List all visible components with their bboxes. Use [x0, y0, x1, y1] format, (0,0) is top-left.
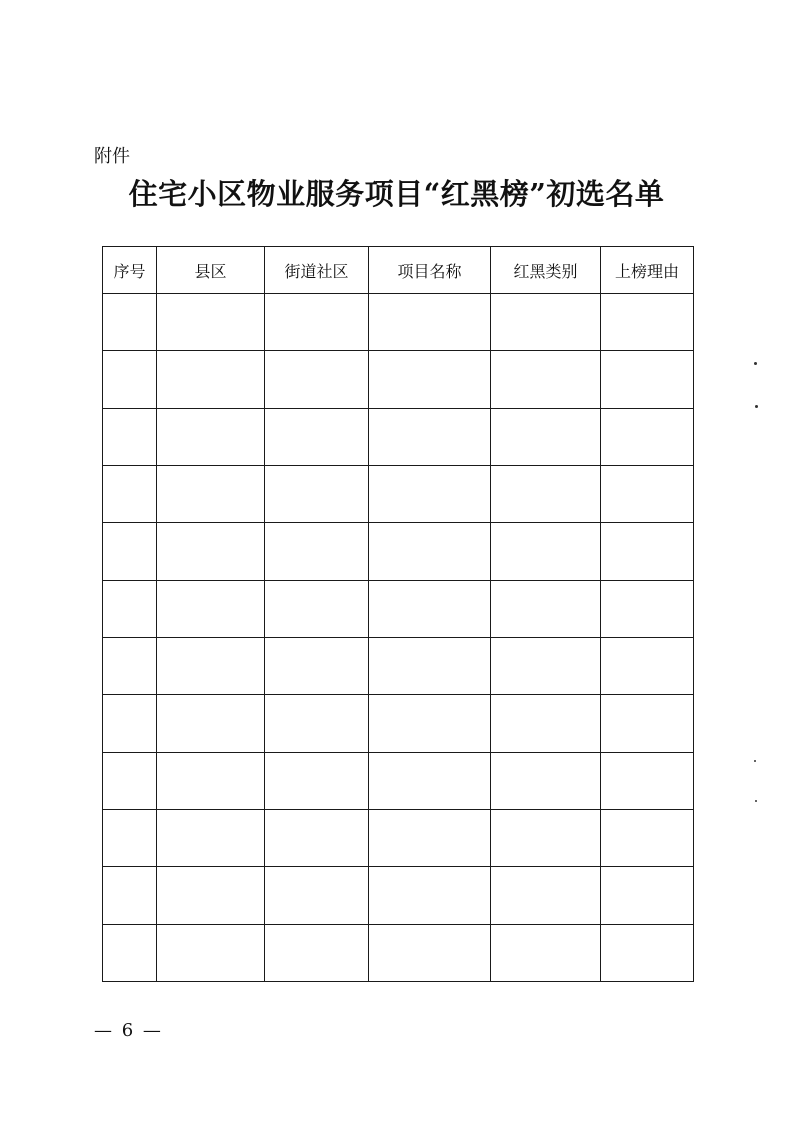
table-cell	[265, 580, 369, 637]
table-cell	[265, 637, 369, 694]
table-cell	[265, 465, 369, 522]
table-row	[103, 294, 694, 351]
table-cell	[601, 695, 694, 752]
table-cell	[265, 867, 369, 924]
table-cell	[265, 523, 369, 580]
table-cell	[369, 809, 491, 866]
table-cell	[369, 695, 491, 752]
table-row	[103, 351, 694, 408]
table-row	[103, 752, 694, 809]
table-cell	[103, 351, 157, 408]
attachment-label: 附件	[94, 146, 130, 167]
table-cell	[103, 867, 157, 924]
table-cell	[265, 408, 369, 465]
column-header: 红黑类别	[491, 247, 601, 294]
table-cell	[157, 809, 265, 866]
table-cell	[601, 523, 694, 580]
table-cell	[601, 294, 694, 351]
table-cell	[265, 695, 369, 752]
table-cell	[601, 867, 694, 924]
table-cell	[369, 924, 491, 981]
table-cell	[157, 637, 265, 694]
table-row	[103, 580, 694, 637]
table-cell	[601, 924, 694, 981]
table-row	[103, 809, 694, 866]
table-cell	[103, 924, 157, 981]
table-cell	[601, 637, 694, 694]
table-cell	[103, 465, 157, 522]
table-header-row	[103, 247, 694, 294]
scan-speck	[754, 362, 757, 365]
table-cell	[369, 523, 491, 580]
table-row	[103, 867, 694, 924]
table-row	[103, 924, 694, 981]
table-cell	[103, 580, 157, 637]
table-cell	[491, 465, 601, 522]
table-cell	[103, 695, 157, 752]
table-cell	[369, 752, 491, 809]
scan-speck	[755, 800, 757, 802]
table-cell	[369, 294, 491, 351]
table-cell	[491, 523, 601, 580]
table-cell	[491, 580, 601, 637]
table-cell	[491, 695, 601, 752]
table-cell	[369, 637, 491, 694]
candidate-list-table	[102, 246, 694, 982]
table-row	[103, 408, 694, 465]
table-cell	[103, 408, 157, 465]
table-body	[103, 294, 694, 982]
table-cell	[265, 752, 369, 809]
table-cell	[157, 523, 265, 580]
table-cell	[491, 294, 601, 351]
table-cell	[601, 580, 694, 637]
table-row	[103, 695, 694, 752]
table-cell	[157, 924, 265, 981]
table-cell	[369, 580, 491, 637]
table-cell	[157, 580, 265, 637]
table-cell	[491, 924, 601, 981]
table-cell	[491, 867, 601, 924]
page-number: — 6 —	[94, 1020, 163, 1041]
table-cell	[103, 294, 157, 351]
table-cell	[103, 752, 157, 809]
table-cell	[601, 809, 694, 866]
table-cell	[601, 465, 694, 522]
table-cell	[369, 351, 491, 408]
table-cell	[157, 465, 265, 522]
table-cell	[103, 809, 157, 866]
table-cell	[157, 867, 265, 924]
table-cell	[601, 752, 694, 809]
table-cell	[369, 867, 491, 924]
table-cell	[157, 351, 265, 408]
table-cell	[369, 408, 491, 465]
table-cell	[103, 523, 157, 580]
table-row	[103, 523, 694, 580]
table-cell	[265, 924, 369, 981]
table-cell	[157, 695, 265, 752]
table-cell	[265, 351, 369, 408]
table-cell	[157, 408, 265, 465]
table-cell	[157, 752, 265, 809]
table-cell	[265, 809, 369, 866]
scan-speck	[754, 760, 756, 762]
column-header: 序号	[103, 247, 157, 294]
document-title: 住宅小区物业服务项目“红黑榜”初选名单	[128, 177, 665, 211]
table-cell	[491, 809, 601, 866]
table-cell	[491, 637, 601, 694]
table-cell	[157, 294, 265, 351]
table-cell	[265, 294, 369, 351]
table-cell	[491, 408, 601, 465]
table-cell	[491, 752, 601, 809]
column-header: 项目名称	[369, 247, 491, 294]
column-header: 街道社区	[265, 247, 369, 294]
table-cell	[491, 351, 601, 408]
column-header: 县区	[157, 247, 265, 294]
table-cell	[601, 408, 694, 465]
table-cell	[103, 637, 157, 694]
table-cell	[601, 351, 694, 408]
table-row	[103, 637, 694, 694]
column-header: 上榜理由	[601, 247, 694, 294]
table-cell	[369, 465, 491, 522]
scan-speck	[755, 405, 758, 408]
table-row	[103, 465, 694, 522]
